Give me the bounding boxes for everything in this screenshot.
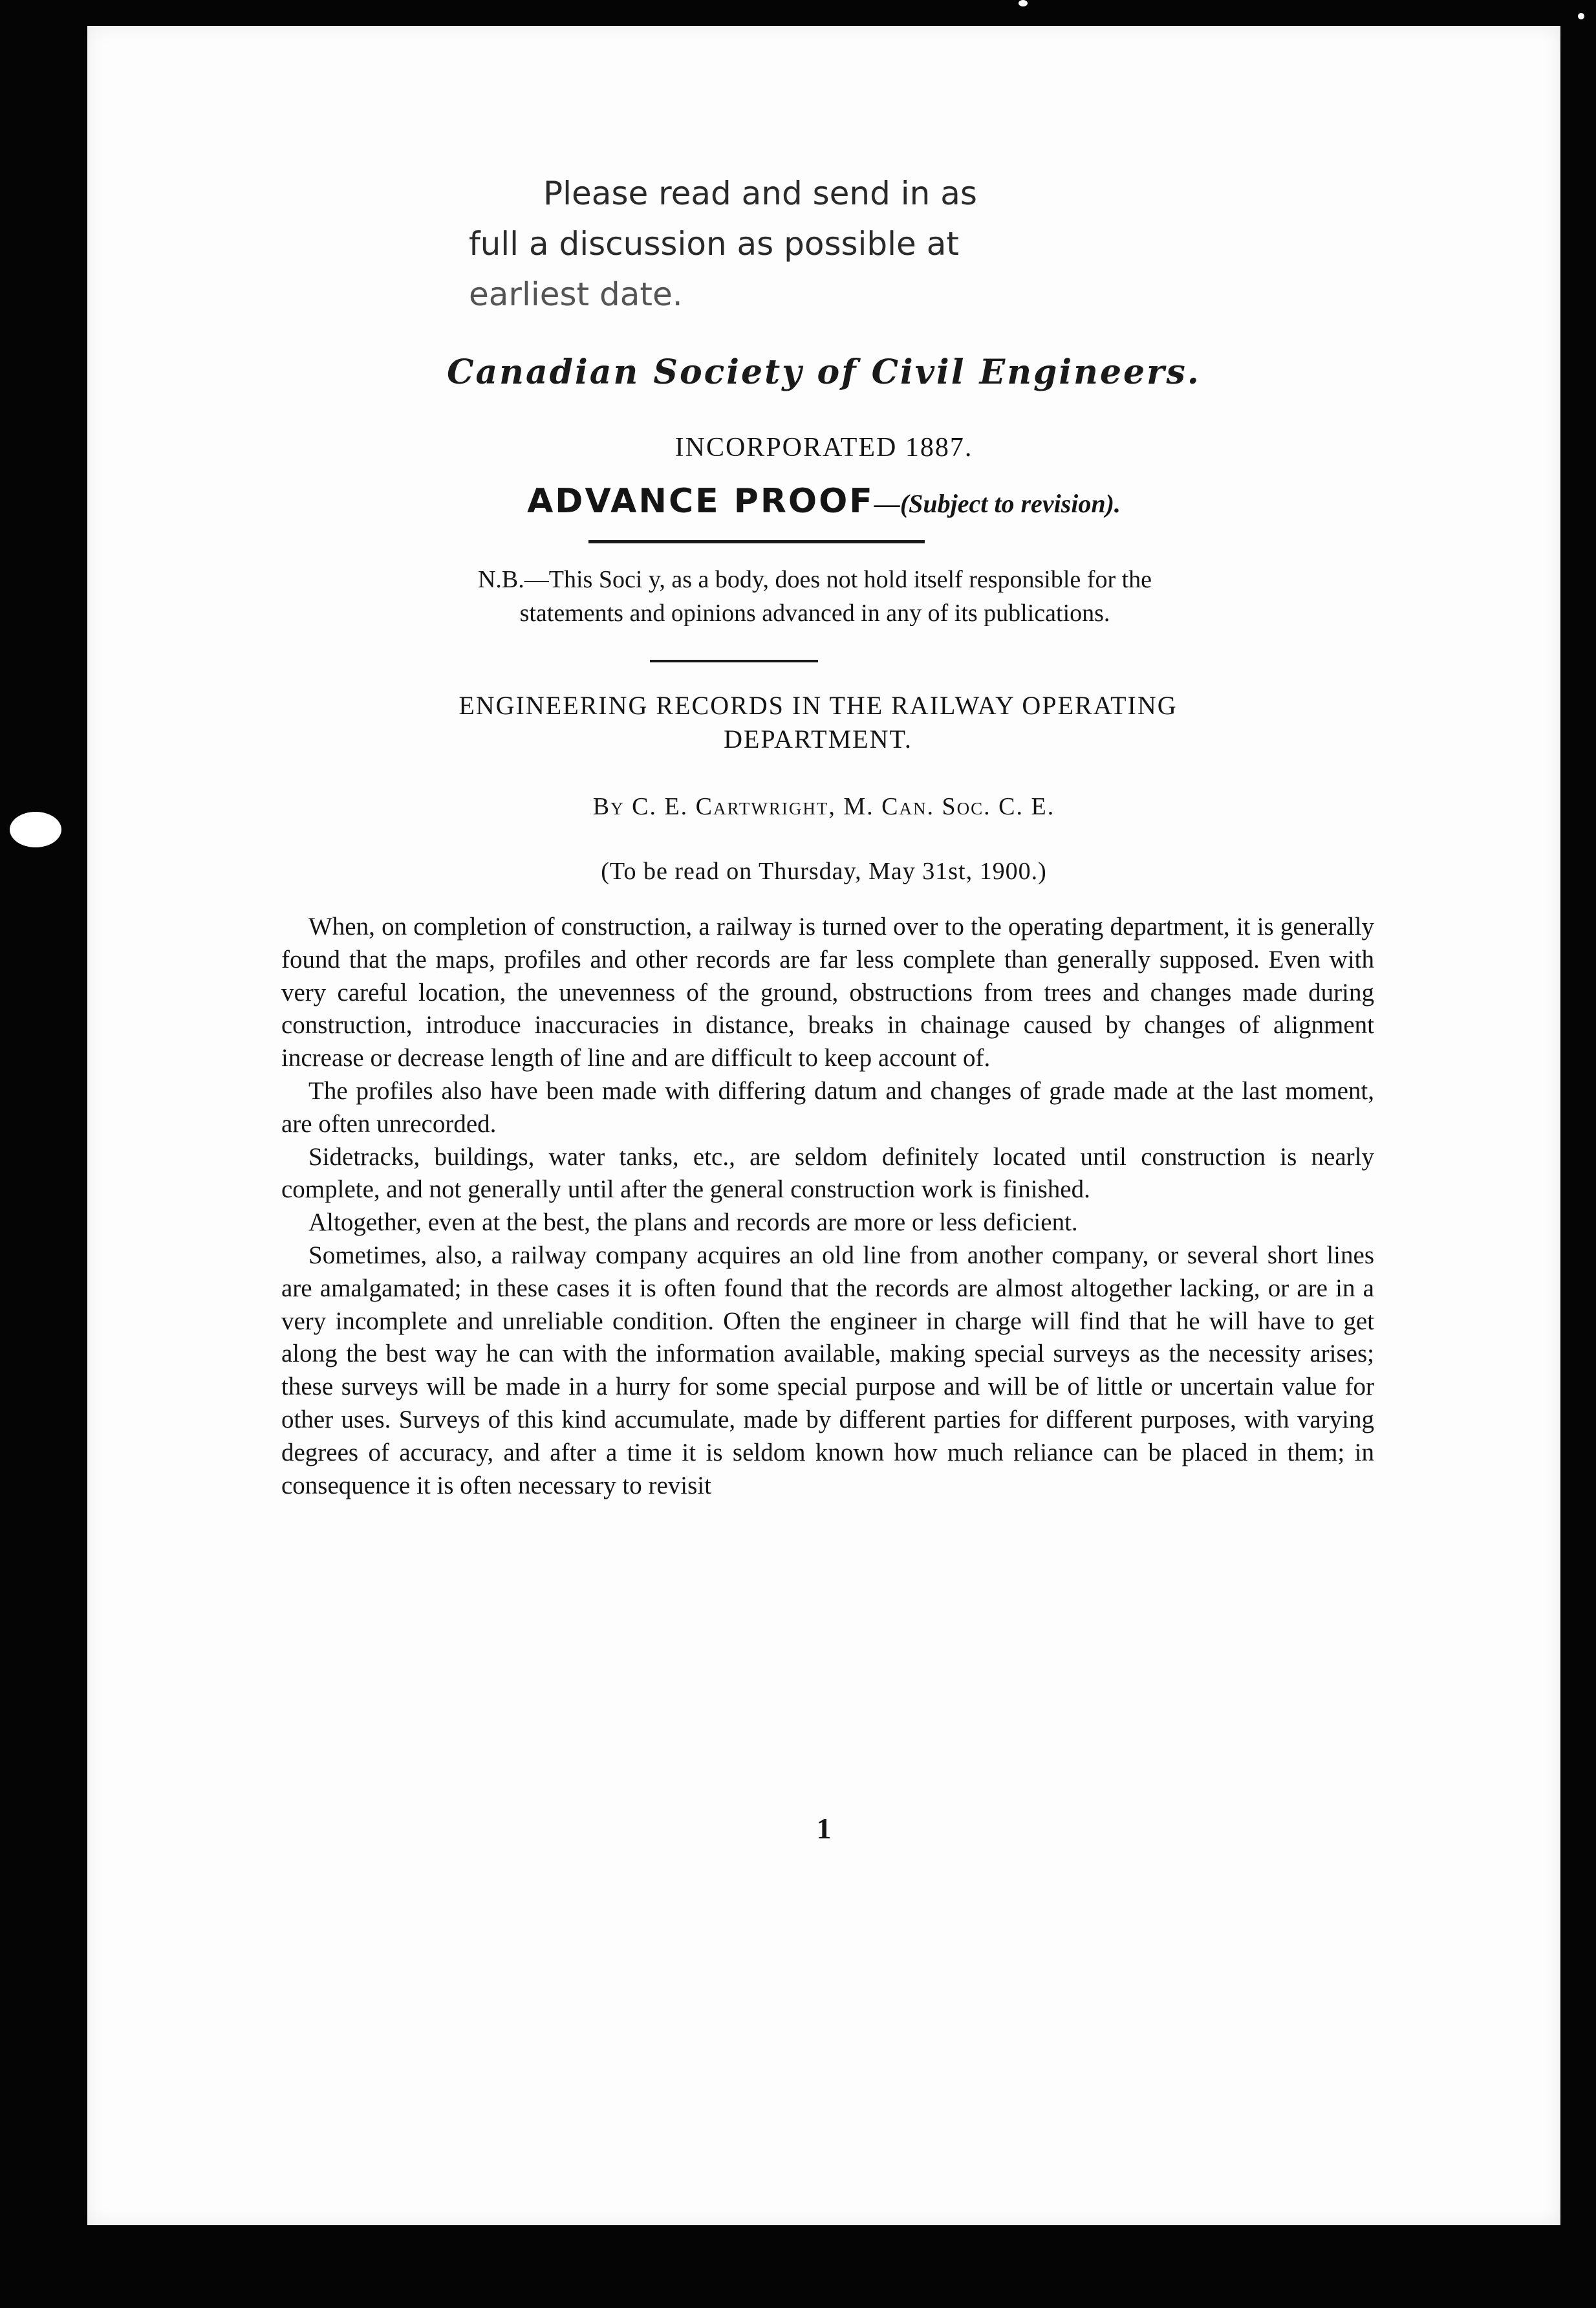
title-line-2: DEPARTMENT. <box>724 724 912 754</box>
document-page <box>87 26 1560 2225</box>
discussion-stamp <box>469 168 1180 320</box>
author-byline: By C. E. Cartwright, M. Can. Soc. C. E. <box>592 793 1055 820</box>
paragraph: Sometimes, also, a railway company acquires an old line from another company, or several short lines are amalgamated; in these cases it is often found that the records are almost altogether lacking, or are in a very incomplete and unreliable condition. Often the engineer in charge will find that he will have to get along the best way he can with the information available, making special surveys as the necessity arises; these surveys will be made in a hurry for some special purpose and will be of little or uncertain value for other uses. Surveys of this kind accumulate, made by different parties for different purposes, with varying degrees of accuracy, and after a time it is seldom known how much reliance can be placed in them; in consequence it is often necessary to revisit <box>281 1241 1374 1499</box>
advance-proof-heading <box>87 482 1560 521</box>
paragraph: Altogether, even at the best, the plans and records are more or less deficient. <box>308 1208 1078 1237</box>
page-number: 1 <box>816 1812 832 1845</box>
stamp-line-1: Please read and send in as <box>543 175 977 212</box>
subject-to-revision: —(Subject to revision). <box>874 489 1121 518</box>
paragraph: The profiles also have been made with differing datum and changes of grade made at the last moment, are often unrecorded. <box>281 1076 1374 1138</box>
reading-date: (To be read on Thursday, May 31st, 1900.) <box>601 858 1047 885</box>
disclaimer-notice <box>314 563 1316 630</box>
stamp-line-2: full a discussion as possible at <box>469 225 959 263</box>
paragraph: Sidetracks, buildings, water tanks, etc., are seldom definitely located until construction is nearly complete, and not generally until after the general construction work is finished. <box>281 1142 1374 1204</box>
notice-line-2: statements and opinions advanced in any of its publications. <box>519 600 1110 627</box>
paragraph: When, on completion of construction, a railway is turned over to the operating department, it is generally found that the maps, profiles and other records are far less complete than generally supposed. Even with very careful location, the unevenness of the ground, obstructions from trees and changes made during construction, introduce inaccuracies in distance, breaks in chainage caused by changes of alignment increase or decrease length of line and are difficult to keep account of. <box>281 913 1374 1072</box>
advance-proof-label: ADVANCE PROOF <box>527 482 874 521</box>
stamp-line-3: earliest date. <box>469 276 683 313</box>
article-body <box>281 911 1374 1502</box>
incorporated-line: INCORPORATED 1887. <box>674 433 973 463</box>
notice-line-1: N.B.—This Soci y, as a body, does not hold itself responsible for the <box>477 566 1152 593</box>
divider-rule-short <box>650 660 818 662</box>
divider-rule <box>588 540 925 543</box>
title-line-1: ENGINEERING RECORDS IN THE RAILWAY OPERATING <box>458 691 1178 720</box>
society-name: Canadian Society of Civil Engineers. <box>447 353 1201 392</box>
article-title <box>268 689 1368 756</box>
